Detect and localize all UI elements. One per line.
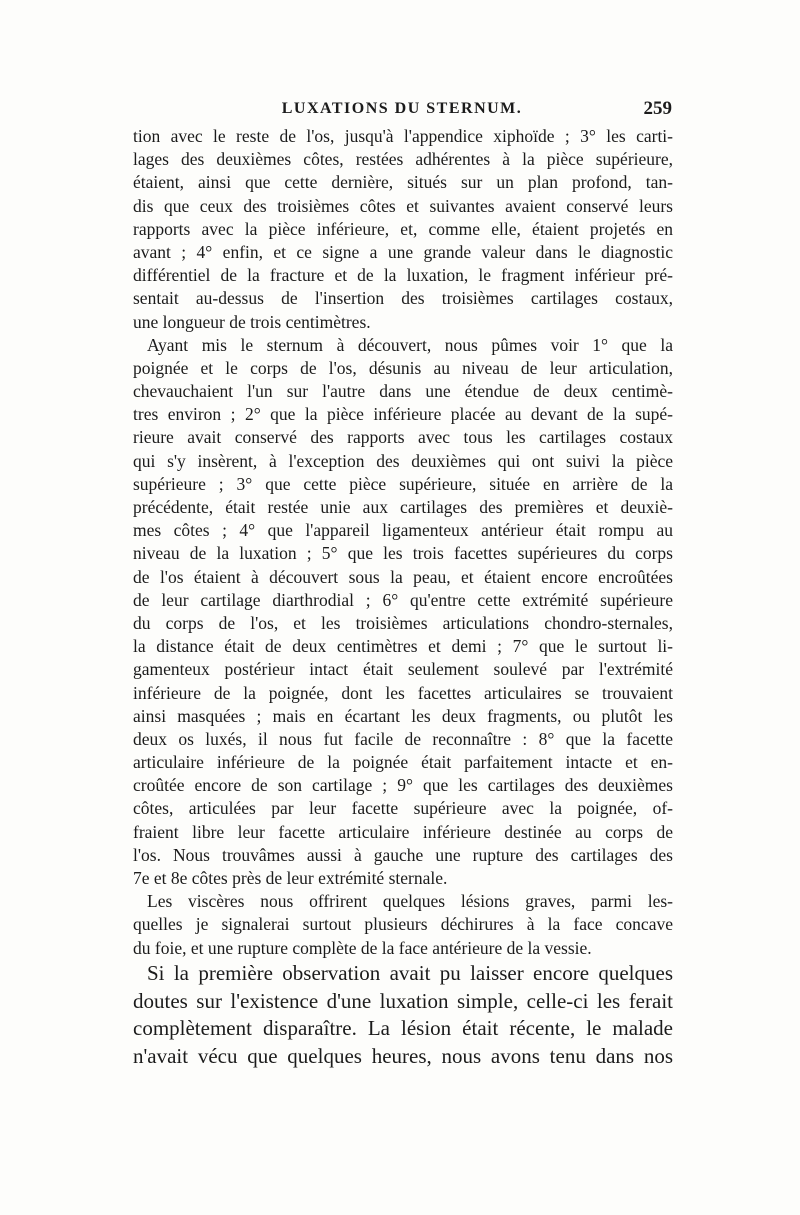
text-line: Si la première observation avait pu laisser encore quelques: [147, 961, 673, 985]
text-line: rapports avec la pièce inférieure, et, comme elle, étaient projetés en: [133, 218, 673, 239]
text-line: Ayant mis le sternum à découvert, nous pûmes voir 1° que la: [147, 334, 673, 355]
text-line: côtes, articulées par leur facette supérieure avec la poignée, of-: [133, 798, 673, 819]
text-line: de leur cartilage diarthrodial ; 6° qu'entre cette extrémité supérieure: [133, 589, 673, 610]
text-line: tion avec le reste de l'os, jusqu'à l'appendice xiphoïde ; 3° les carti-: [133, 126, 673, 146]
text-line: inférieure de la poignée, dont les facettes articulaires se trouvaient: [133, 682, 673, 703]
text-line: n'avait vécu que quelques heures, nous avons tenu dans nos: [133, 1043, 673, 1068]
text-line: 7e et 8e côtes près de leur extrémité sternale.: [133, 868, 448, 888]
text-line: étaient, ainsi que cette dernière, situés sur un plan profond, tan-: [133, 172, 673, 193]
text-line: mes côtes ; 4° que l'appareil ligamenteux antérieur était rompu au: [133, 520, 673, 541]
text-line: lages des deuxièmes côtes, restées adhérentes à la pièce supérieure,: [133, 149, 673, 170]
text-line: deux os luxés, il nous fut facile de reconnaître : 8° que la facette: [133, 728, 673, 749]
text-line: chevauchaient l'un sur l'autre dans une étendue de deux centimè-: [133, 381, 673, 402]
text-line: l'os. Nous trouvâmes aussi à gauche une rupture des cartilages des: [133, 844, 673, 865]
text-line: articulaire inférieure de la poignée était parfaitement intacte et en-: [133, 752, 673, 773]
text-line: du corps de l'os, et les troisièmes articulations chondro-sternales,: [133, 612, 673, 633]
body-text: [133, 125, 673, 960]
text-line: une longueur de trois centimètres.: [133, 311, 371, 332]
text-line: ainsi masquées ; mais en écartant les deux fragments, ou plutôt les: [133, 705, 673, 726]
paragraph-2: [133, 334, 673, 891]
text-line: poignée et le corps de l'os, désunis au niveau de leur articulation,: [133, 357, 673, 378]
text-line: précédente, était restée unie aux cartilages des premières et deuxiè-: [133, 497, 673, 517]
page-number: 259: [643, 98, 672, 119]
text-line: tres environ ; 2° que la pièce inférieure placée au devant de la supé-: [133, 404, 673, 425]
paragraph-4: [133, 960, 673, 1070]
text-line: quelles je signalerai surtout plusieurs déchirures à la face concave: [133, 914, 673, 935]
text-line: Les viscères nous offrirent quelques lésions graves, parmi les-: [147, 891, 673, 912]
text-line: gamenteux postérieur intact était seulement soulevé par l'extrémité: [133, 659, 673, 680]
text-line: niveau de la luxation ; 5° que les trois facettes supérieures du corps: [133, 543, 673, 564]
body-text-large: [133, 960, 673, 1070]
text-line: du foie, et une rupture complète de la face antérieure de la vessie.: [133, 937, 592, 958]
text-line: rieure avait conservé des rapports avec tous les cartilages costaux: [133, 427, 673, 448]
text-line: sentait au-dessus de l'insertion des troisièmes cartilages costaux,: [133, 288, 673, 309]
text-line: dis que ceux des troisièmes côtes et suivantes avaient conservé leurs: [133, 195, 673, 216]
text-line: différentiel de la fracture et de la luxation, le fragment inférieur pré-: [133, 265, 673, 286]
text-line: supérieure ; 3° que cette pièce supérieure, située en arrière de la: [133, 473, 673, 494]
page-header: [132, 96, 672, 122]
text-line: fraient libre leur facette articulaire inférieure destinée au corps de: [133, 821, 673, 842]
text-line: la distance était de deux centimètres et demi ; 7° que le surtout li-: [133, 636, 673, 657]
text-line: qui s'y insèrent, à l'exception des deuxièmes qui ont suivi la pièce: [133, 450, 673, 471]
text-line: de l'os étaient à découvert sous la peau, et étaient encore encroûtées: [133, 566, 673, 587]
text-line: complètement disparaître. La lésion était récente, le malade: [133, 1016, 673, 1040]
text-line: doutes sur l'existence d'une luxation simple, celle-ci les ferait: [133, 988, 673, 1013]
running-title: LUXATIONS DU STERNUM.: [281, 100, 523, 117]
paragraph-1: [133, 125, 673, 334]
paragraph-3: [133, 890, 673, 960]
text-line: croûtée encore de son cartilage ; 9° que les cartilages des deuxièmes: [133, 775, 673, 796]
text-line: avant ; 4° enfin, et ce signe a une grande valeur dans le diagnostic: [133, 241, 673, 262]
